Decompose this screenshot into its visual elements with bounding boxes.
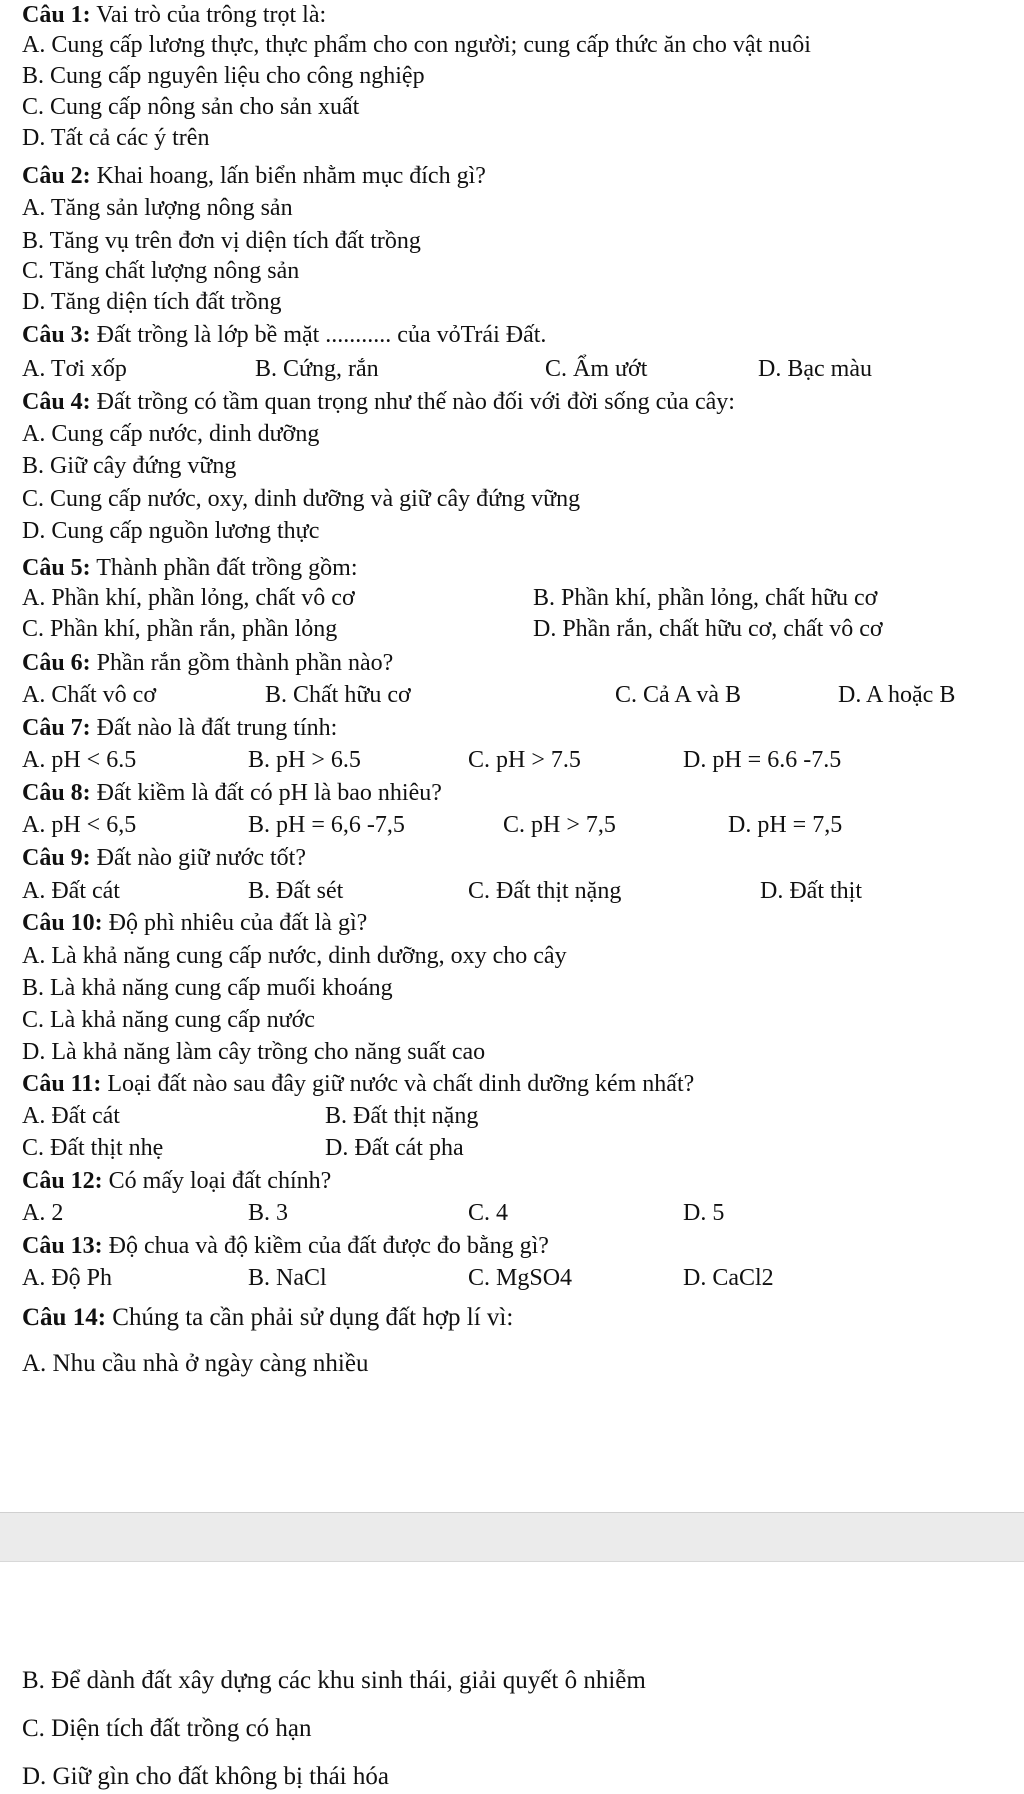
question-text: Vai trò của trông trọt là: bbox=[90, 2, 327, 28]
option: A. Cung cấp nước, dinh dưỡng bbox=[22, 421, 320, 447]
question-label: Câu 1: bbox=[22, 2, 91, 28]
option: B. 3 bbox=[248, 1200, 289, 1226]
question-text: Khai hoang, lấn biển nhằm mục đích gì? bbox=[90, 163, 486, 189]
option: B. pH = 6,6 -7,5 bbox=[248, 812, 405, 838]
question-text: Đất nào là đất trung tính: bbox=[90, 715, 338, 741]
option: C. Là khả năng cung cấp nước bbox=[22, 1007, 315, 1033]
option: D. Cung cấp nguồn lương thực bbox=[22, 518, 320, 544]
option: C. Cung cấp nước, oxy, dinh dưỡng và giữ cây đứng vững bbox=[22, 486, 581, 512]
page-separator bbox=[0, 1512, 1024, 1562]
option: D. 5 bbox=[683, 1200, 725, 1226]
question-11 bbox=[22, 1069, 694, 1099]
option-row bbox=[0, 810, 1024, 840]
option-row bbox=[0, 354, 1024, 384]
option-row bbox=[0, 1133, 1024, 1163]
option: B. Cung cấp nguyên liệu cho công nghiệp bbox=[22, 63, 425, 89]
option: B. Tăng vụ trên đơn vị diện tích đất trồng bbox=[22, 228, 421, 254]
question-label: Câu 12: bbox=[22, 1168, 103, 1194]
option: D. Đất cát pha bbox=[325, 1135, 464, 1161]
question-text: Phần rắn gồm thành phần nào? bbox=[90, 650, 394, 676]
option: A. Là khả năng cung cấp nước, dinh dưỡng, oxy cho cây bbox=[22, 943, 567, 969]
option-row bbox=[0, 1101, 1024, 1131]
question-text: Đất nào giữ nước tốt? bbox=[90, 845, 306, 871]
option: C. pH > 7,5 bbox=[503, 812, 616, 838]
question-14 bbox=[22, 1303, 513, 1333]
document-page-bottom bbox=[0, 1562, 1024, 1794]
option: C. Đất thịt nhẹ bbox=[22, 1135, 164, 1161]
option: B. pH > 6.5 bbox=[248, 747, 361, 773]
option: A. Chất vô cơ bbox=[22, 682, 157, 708]
option: C. pH > 7.5 bbox=[468, 747, 581, 773]
question-label: Câu 7: bbox=[22, 715, 91, 741]
option: D. Đất thịt bbox=[760, 878, 862, 904]
option: C. Tăng chất lượng nông sản bbox=[22, 258, 300, 284]
question-label: Câu 8: bbox=[22, 780, 91, 806]
option: C. Ẩm ướt bbox=[545, 356, 648, 382]
option: B. Cứng, rắn bbox=[255, 356, 379, 382]
question-6 bbox=[22, 648, 393, 678]
option: D. pH = 6.6 -7.5 bbox=[683, 747, 842, 773]
question-label: Câu 2: bbox=[22, 163, 91, 189]
option: D. CaCl2 bbox=[683, 1265, 774, 1291]
option: B. Đất sét bbox=[248, 878, 344, 904]
question-3 bbox=[22, 320, 546, 350]
option: C. 4 bbox=[468, 1200, 509, 1226]
option: A. Đất cát bbox=[22, 878, 120, 904]
option: C. Phần khí, phần rắn, phần lỏng bbox=[22, 616, 338, 642]
option: A. Phần khí, phần lỏng, chất vô cơ bbox=[22, 585, 355, 611]
question-text: Thành phần đất trồng gồm: bbox=[90, 555, 358, 581]
option: B. Đất thịt nặng bbox=[325, 1103, 479, 1129]
question-text: Độ chua và độ kiềm của đất được đo bằng gì? bbox=[102, 1233, 549, 1259]
option: D. Là khả năng làm cây trồng cho năng suất cao bbox=[22, 1039, 486, 1065]
question-text: Đất trồng là lớp bề mặt ........... của vỏTrái Đất. bbox=[90, 322, 547, 348]
option: D. pH = 7,5 bbox=[728, 812, 843, 838]
option-row bbox=[0, 680, 1024, 710]
question-7 bbox=[22, 713, 337, 743]
option-row bbox=[0, 745, 1024, 775]
question-10 bbox=[22, 908, 367, 938]
option: A. pH < 6.5 bbox=[22, 747, 137, 773]
option: B. Là khả năng cung cấp muối khoáng bbox=[22, 975, 393, 1001]
option: A. Đất cát bbox=[22, 1103, 120, 1129]
option: D. Bạc màu bbox=[758, 356, 872, 382]
question-label: Câu 4: bbox=[22, 389, 91, 415]
option-row bbox=[0, 583, 1024, 613]
question-text: Đất kiềm là đất có pH là bao nhiêu? bbox=[90, 780, 442, 806]
question-label: Câu 5: bbox=[22, 555, 91, 581]
option: D. Tăng diện tích đất trồng bbox=[22, 289, 282, 315]
option: A. 2 bbox=[22, 1200, 64, 1226]
question-12 bbox=[22, 1166, 331, 1196]
question-label: Câu 10: bbox=[22, 910, 103, 936]
option: A. Tăng sản lượng nông sản bbox=[22, 195, 293, 221]
question-label: Câu 11: bbox=[22, 1071, 102, 1097]
question-label: Câu 14: bbox=[22, 1304, 107, 1331]
question-8 bbox=[22, 778, 442, 808]
option: C. Cả A và B bbox=[615, 682, 742, 708]
question-text: Có mấy loại đất chính? bbox=[102, 1168, 332, 1194]
option: C. Cung cấp nông sản cho sản xuất bbox=[22, 94, 360, 120]
option-row bbox=[0, 614, 1024, 644]
option: B. Chất hữu cơ bbox=[265, 682, 411, 708]
option-row bbox=[0, 876, 1024, 906]
option: B. Phần khí, phần lỏng, chất hữu cơ bbox=[533, 585, 878, 611]
question-text: Chúng ta cần phải sử dụng đất hợp lí vì: bbox=[106, 1304, 514, 1331]
option: A. pH < 6,5 bbox=[22, 812, 137, 838]
question-label: Câu 6: bbox=[22, 650, 91, 676]
question-text: Loại đất nào sau đây giữ nước và chất dinh dưỡng kém nhất? bbox=[101, 1071, 695, 1097]
question-label: Câu 3: bbox=[22, 322, 91, 348]
option: A. Tơi xốp bbox=[22, 356, 127, 382]
question-1 bbox=[22, 0, 326, 30]
option: B. Giữ cây đứng vững bbox=[22, 453, 237, 479]
option: D. A hoặc B bbox=[838, 682, 956, 708]
option-row bbox=[0, 1198, 1024, 1228]
question-4 bbox=[22, 387, 735, 417]
question-label: Câu 9: bbox=[22, 845, 91, 871]
option: A. Nhu cầu nhà ở ngày càng nhiều bbox=[22, 1350, 369, 1377]
option: D. Phần rắn, chất hữu cơ, chất vô cơ bbox=[533, 616, 883, 642]
option-row bbox=[0, 1263, 1024, 1293]
question-text: Độ phì nhiêu của đất là gì? bbox=[102, 910, 368, 936]
option: D. Tất cả các ý trên bbox=[22, 125, 210, 151]
option: C. Diện tích đất trồng có hạn bbox=[22, 1715, 312, 1742]
question-label: Câu 13: bbox=[22, 1233, 103, 1259]
question-5 bbox=[22, 553, 358, 583]
option: A. Độ Ph bbox=[22, 1265, 113, 1291]
option: C. MgSO4 bbox=[468, 1265, 573, 1291]
question-13 bbox=[22, 1231, 549, 1261]
option: A. Cung cấp lương thực, thực phẩm cho con người; cung cấp thức ăn cho vật nuôi bbox=[22, 32, 811, 58]
question-9 bbox=[22, 843, 306, 873]
option: B. Để dành đất xây dựng các khu sinh thái, giải quyết ô nhiễm bbox=[22, 1667, 646, 1694]
question-2 bbox=[22, 161, 486, 191]
option: C. Đất thịt nặng bbox=[468, 878, 622, 904]
question-text: Đất trồng có tầm quan trọng như thế nào đối với đời sống của cây: bbox=[90, 389, 735, 415]
option: B. NaCl bbox=[248, 1265, 327, 1291]
option: D. Giữ gìn cho đất không bị thái hóa bbox=[22, 1763, 389, 1790]
